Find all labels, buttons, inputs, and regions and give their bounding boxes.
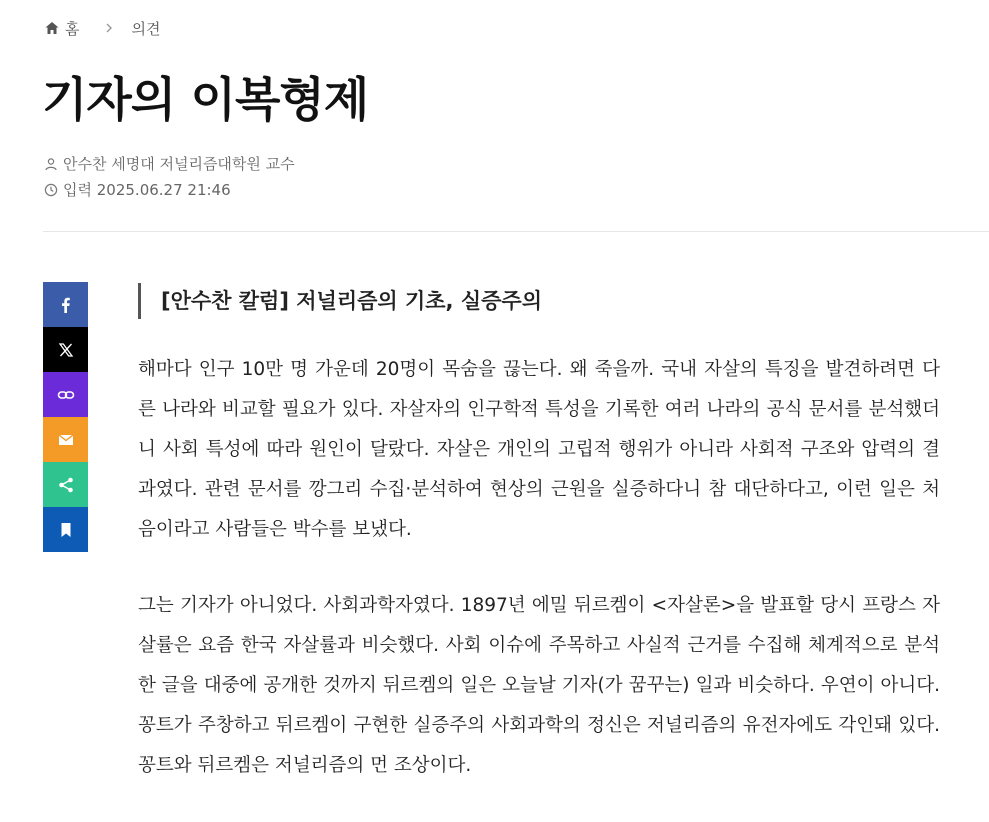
breadcrumb — [44, 17, 160, 39]
article-subtitle: [안수찬 칼럼] 저널리즘의 기초, 실증주의 — [138, 283, 542, 319]
article-body — [138, 350, 940, 822]
facebook-share-button[interactable] — [43, 282, 88, 327]
mail-icon — [57, 431, 75, 449]
clock-icon — [44, 183, 58, 197]
bookmark-button[interactable] — [43, 507, 88, 552]
article-date — [44, 179, 231, 200]
article-paragraph: 해마다 인구 10만 명 가운데 20명이 목숨을 끊는다. 왜 죽을까. 국내 자살의 특징을 발견하려면 다른 나라와 비교할 필요가 있다. 자살자의 인구학적 특성을 기록한 여러 나라의 공식 문서를 분석했더니 사회 특성에 따라 원인이 달랐다. 자살은 개인의 고립적 행위가 아니라 사회적 구조와 압력의 결과였다. 관련 문서를 깡그리 수집·분석하여 현상의 근원을 실증하다니 참 대단하다고, 이런 일은 처음이라고 사람들은 박수를 보냈다. — [138, 359, 940, 540]
article-paragraph: 그는 기자가 아니었다. 사회과학자였다. 1897년 에밀 뒤르켐이 <자살론>을 발표할 당시 프랑스 자살률은 요즘 한국 자살률과 비슷했다. 사회 이슈에 주목하고 사실적 근거를 수집해 체계적으로 분석한 글을 대중에 공개한 것까지 뒤르켐의 일은 오늘날 기자(가 꿈꾸는) 일과 비슷하다. 우연이 아니다. 꽁트가 주창하고 뒤르켐이 구현한 실증주의 사회과학의 정신은 저널리즘의 유전자에도 각인돼 있다. 꽁트와 뒤르켐은 저널리즘의 먼 조상이다. — [138, 595, 940, 776]
header-divider — [43, 231, 989, 232]
link-icon — [57, 386, 75, 404]
mail-share-button[interactable] — [43, 417, 88, 462]
share-button[interactable] — [43, 462, 88, 507]
share-icon — [57, 476, 75, 494]
x-share-button[interactable] — [43, 327, 88, 372]
publish-date: 입력 2025.06.27 21:46 — [63, 181, 231, 199]
home-icon[interactable] — [44, 20, 60, 36]
article-title: 기자의 이복형제 — [42, 73, 369, 128]
bookmark-icon — [57, 521, 75, 539]
person-icon — [44, 157, 58, 171]
chevron-right-icon — [104, 23, 114, 33]
breadcrumb-section-link[interactable]: 의견 — [131, 19, 161, 38]
copy-link-button[interactable] — [43, 372, 88, 417]
author-name[interactable]: 안수찬 세명대 저널리즘대학원 교수 — [63, 155, 295, 173]
x-icon — [57, 341, 75, 359]
article-author — [44, 153, 295, 174]
facebook-icon — [57, 296, 75, 314]
share-bar — [43, 282, 88, 552]
breadcrumb-home-link[interactable]: 홈 — [65, 19, 80, 38]
